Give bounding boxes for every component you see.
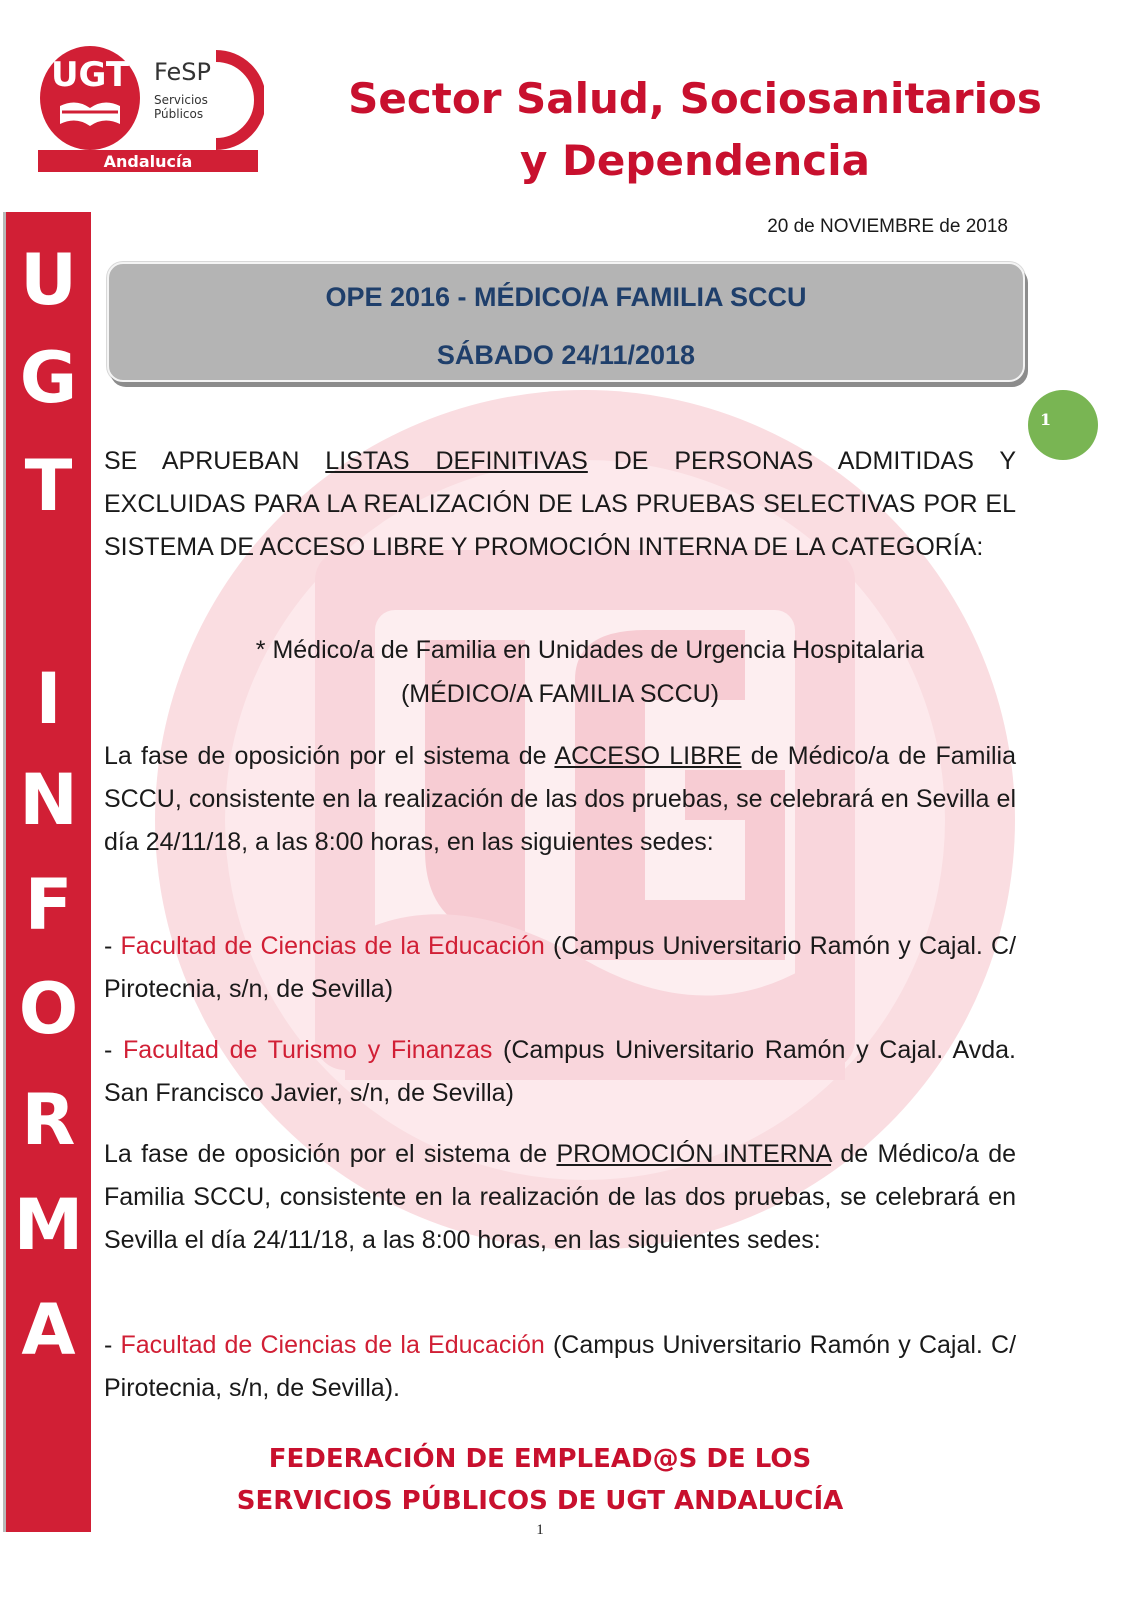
page-badge: 1 <box>1028 390 1098 460</box>
category-line: * Médico/a de Familia en Unidades de Urgencia Hospitalaria <box>255 636 925 664</box>
sidebar-letter: U <box>20 239 77 321</box>
sede-dash: - <box>104 932 121 960</box>
title-line-1: Sector Salud, Sociosanitarios <box>348 74 1042 123</box>
acceso-libre-underline: ACCESO LIBRE <box>554 742 742 770</box>
sidebar-letter: M <box>13 1184 84 1266</box>
document-date: 20 de NOVIEMBRE de 2018 <box>767 216 1008 237</box>
page-title <box>300 68 1090 192</box>
sede-name: Facultad de Ciencias de la Educación <box>120 932 545 960</box>
logo-servicios-text: Servicios <box>154 93 208 107</box>
title-line-2: y Dependencia <box>520 136 870 185</box>
listas-definitivas-underline: LISTAS DEFINITIVAS <box>325 447 588 475</box>
acceso-libre-paragraph <box>104 735 1016 864</box>
sede-item <box>104 1029 1016 1115</box>
logo-region-text: Andalucía <box>103 152 193 171</box>
announcement-date: SÁBADO 24/11/2018 <box>436 340 696 370</box>
announcement-title-box <box>107 262 1025 382</box>
logo-ugt-text: UGT <box>50 55 130 95</box>
paragraph-text: La fase de oposición por el sistema de <box>104 1140 557 1168</box>
sede-dash: - <box>104 1036 124 1064</box>
footer-line-2: SERVICIOS PÚBLICOS DE UGT ANDALUCÍA <box>236 1486 844 1516</box>
sede-name: Facultad de Ciencias de la Educación <box>120 1331 545 1359</box>
page-number: 1 <box>536 1522 544 1538</box>
intro-text: DE PERSONAS ADMITIDAS Y EXCLUIDAS PARA LA REALIZACIÓN DE LAS PRUEBAS SELECTIVAS POR EL SISTEMA DE ACCESO LIBRE Y PROMOCIÓN INTERNA DE LA CATEGORÍA: <box>104 447 1016 561</box>
sidebar-letter: F <box>24 864 73 946</box>
sidebar-letter: N <box>19 759 78 841</box>
promocion-interna-paragraph <box>104 1133 1016 1262</box>
announcement-title: OPE 2016 - MÉDICO/A FAMILIA SCCU <box>325 282 807 312</box>
sede-address: (Campus Universitario Ramón y Cajal. Avda. San Francisco Javier, s/n, de Sevilla) <box>104 1036 1016 1107</box>
sidebar-letter: I <box>35 658 62 740</box>
promocion-interna-underline: PROMOCIÓN INTERNA <box>556 1140 832 1168</box>
sede-item <box>104 925 1016 1011</box>
sidebar-letter: T <box>24 445 73 527</box>
sede-name: Facultad de Turismo y Finanzas <box>123 1036 493 1064</box>
logo-publicos-text: Públicos <box>154 107 204 121</box>
paragraph-text: La fase de oposición por el sistema de <box>104 742 555 770</box>
paragraph-text: de Médico/a de Familia SCCU, consistente en la realización de las dos pruebas, se celebrará en Sevilla el día 24/11/18, a las 8:00 horas, en las siguientes sedes: <box>104 742 1017 856</box>
sidebar-letter: O <box>18 968 79 1050</box>
category-code: (MÉDICO/A FAMILIA SCCU) <box>400 680 720 708</box>
footer-line-1: FEDERACIÓN DE EMPLEAD@S DE LOS <box>268 1444 812 1474</box>
sede-address: (Campus Universitario Ramón y Cajal. C/ Pirotecnia, s/n, de Sevilla) <box>104 932 1017 1003</box>
footer-federation <box>130 1438 950 1522</box>
sidebar-letter: G <box>19 337 78 419</box>
ugt-fesp-logo <box>38 36 264 176</box>
intro-paragraph <box>104 440 1016 569</box>
sede-dash: - <box>104 1331 121 1359</box>
ugt-informa-sidebar <box>3 212 91 1532</box>
paragraph-text: de Médico/a de Familia SCCU, consistente en la realización de las dos pruebas, se celebrará en Sevilla el día 24/11/18, a las 8:00 horas, en las siguientes sedes: <box>104 1140 1017 1254</box>
sede-address: (Campus Universitario Ramón y Cajal. C/ Pirotecnia, s/n, de Sevilla). <box>104 1331 1017 1402</box>
intro-text: SE APRUEBAN <box>104 447 326 475</box>
sidebar-letter: A <box>21 1289 76 1371</box>
sede-item <box>104 1324 1016 1410</box>
sidebar-letter: R <box>21 1079 76 1161</box>
logo-fesp-text: FeSP <box>154 58 211 86</box>
